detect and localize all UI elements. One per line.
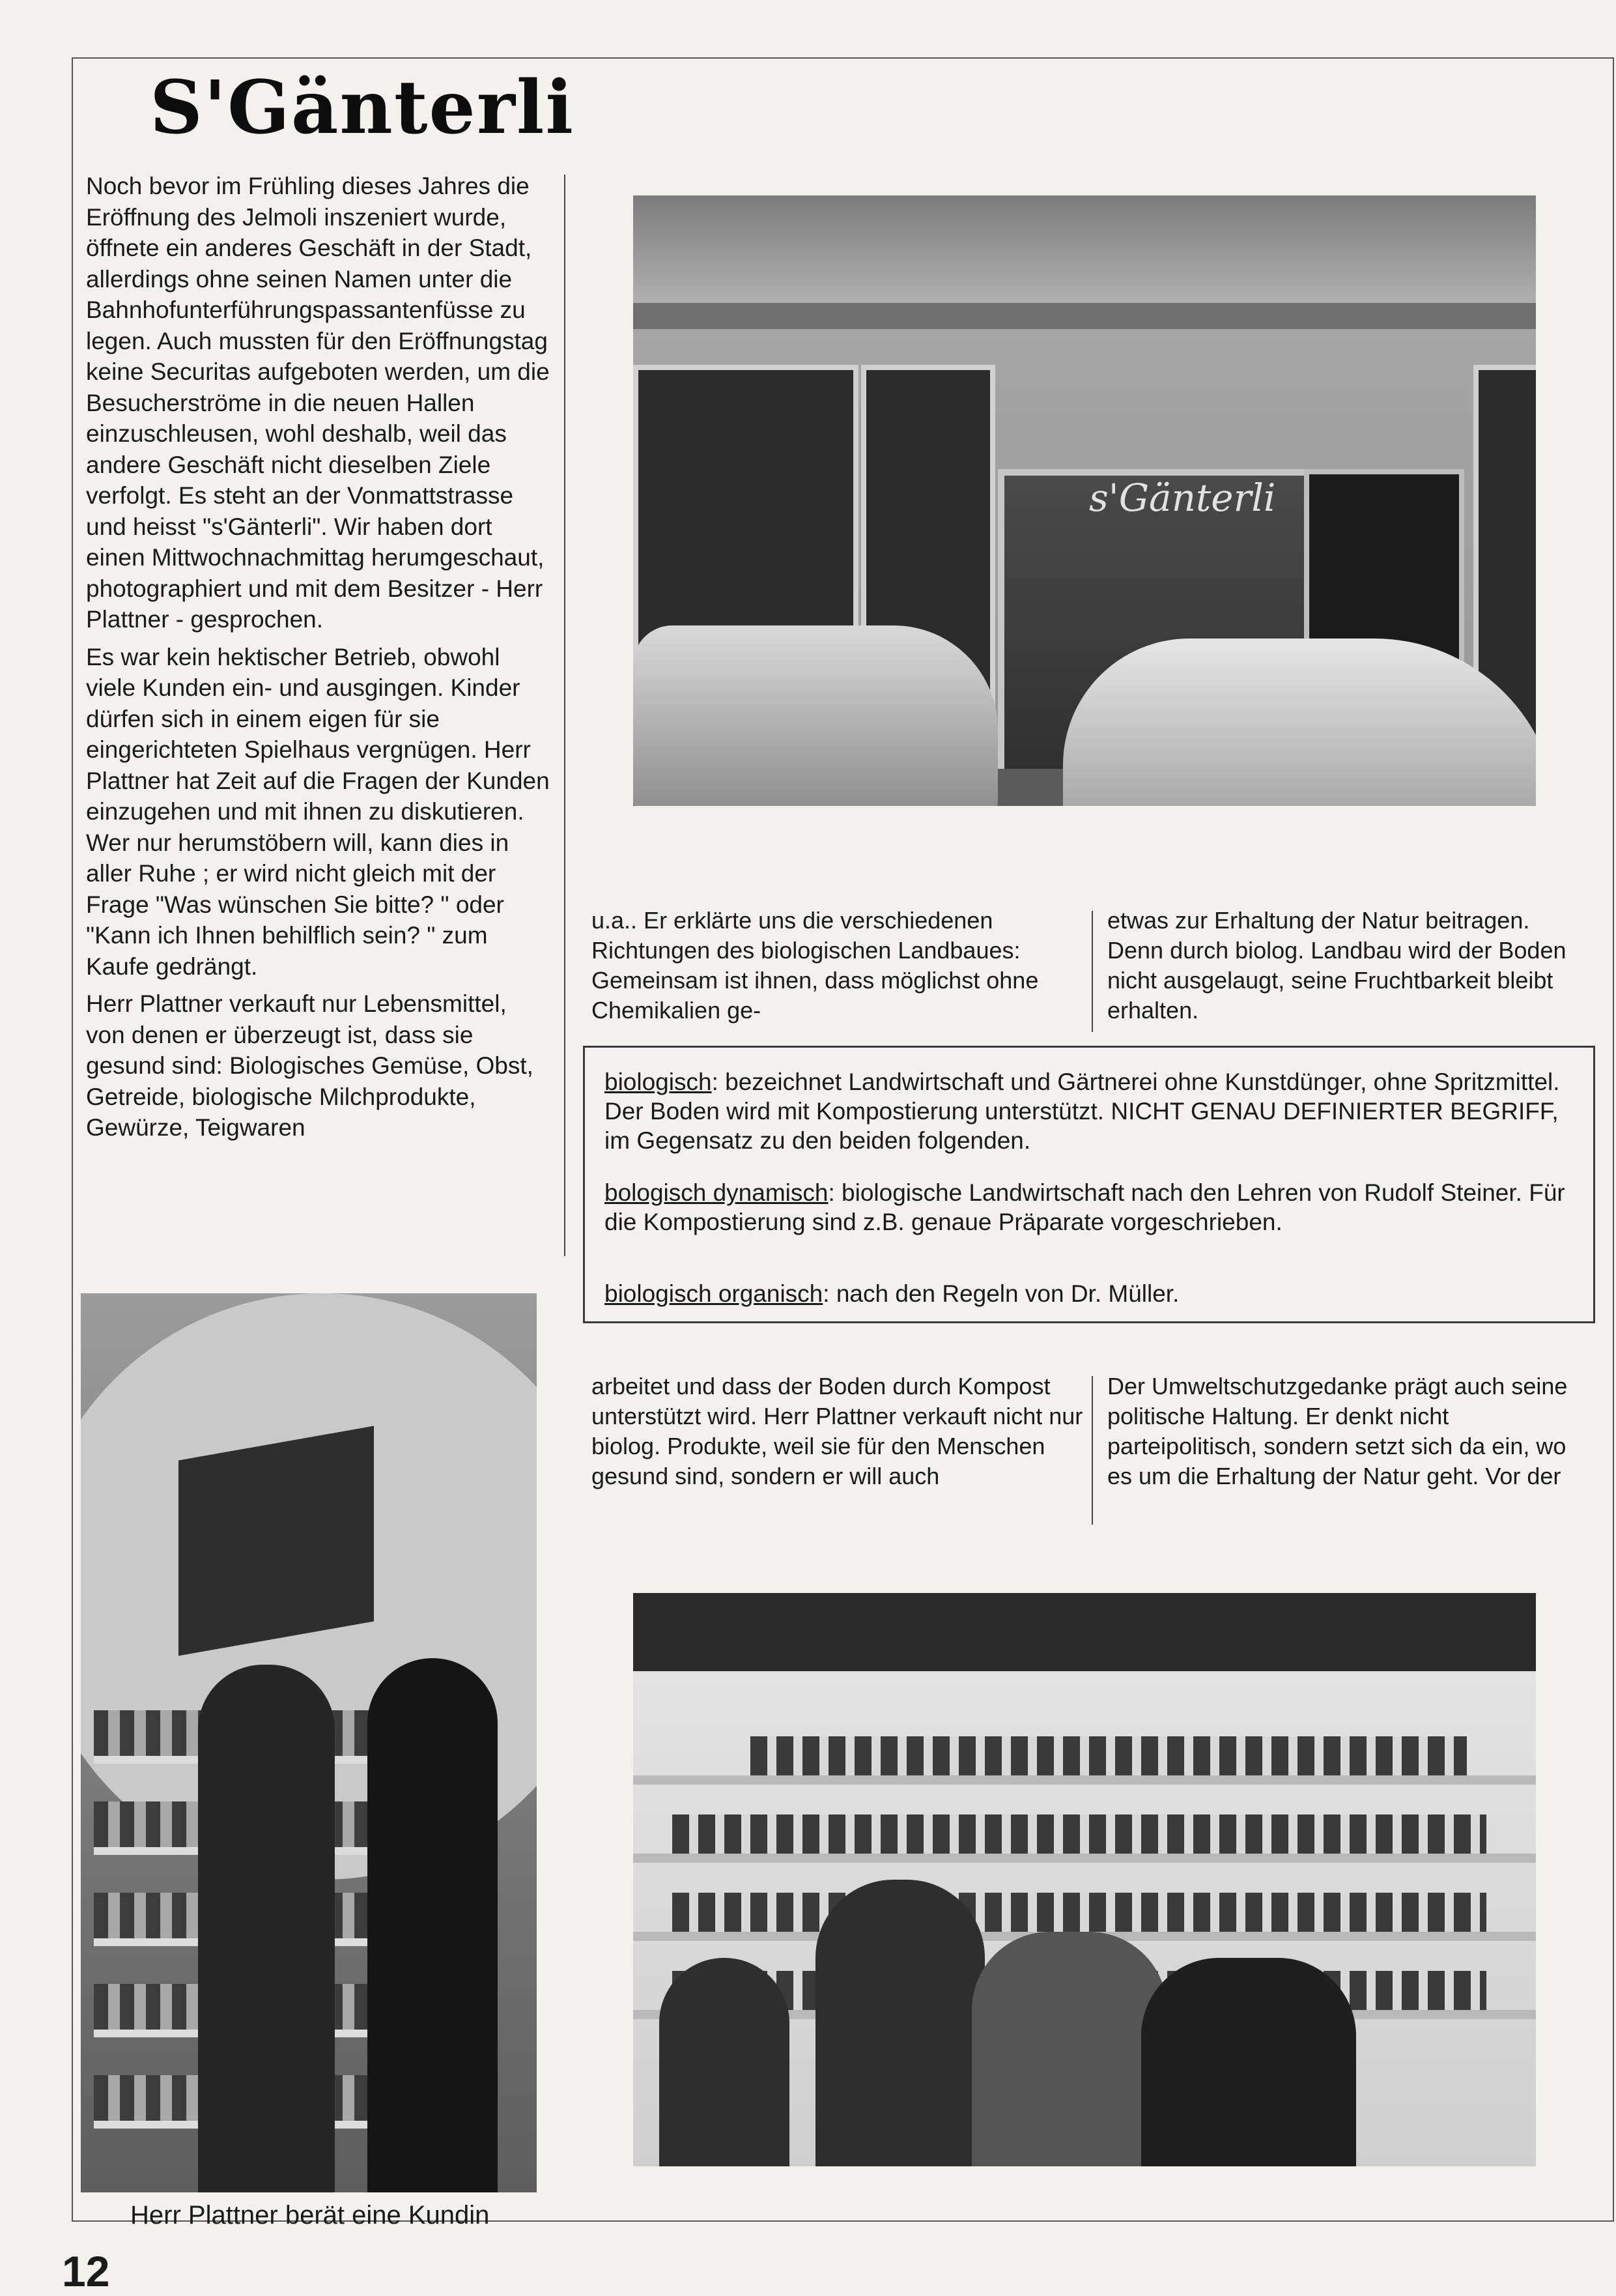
glossary-term: biologisch organisch bbox=[604, 1280, 823, 1307]
column-rule bbox=[564, 175, 565, 1256]
photo-caption: Herr Plattner berät eine Kundin bbox=[130, 2201, 490, 2230]
glossary-term: bologisch dynamisch bbox=[604, 1179, 829, 1206]
paragraph-intro: Noch bevor im Frühling dieses Jahres die Eröffnung des Jelmoli inszeniert wurde, öffnete ein anderes Geschäft in der Stadt, allerdings ohne seinen Namen unter die Bahnhofunterführungspassantenfüsse zu legen. Auch mussten für den Eröffnungstag keine Securitas aufgeboten werden, um die Besucherströme in die neuen Hallen einzuschleusen, wohl deshalb, weil das andere Geschäft nicht dieselben Ziele verfolgt. Es steht an der Vonmattstrasse und heisst "s'Gänterli". Wir haben dort einen Mittwochnachmittag herumgeschaut, photographiert und mit dem Besitzer - Herr Plattner - gesprochen. bbox=[86, 173, 550, 633]
glossary-definition: : nach den Regeln von Dr. Müller. bbox=[823, 1280, 1180, 1307]
storefront-sign: s'Gänterli bbox=[1089, 476, 1276, 520]
glossary-entry bbox=[604, 1067, 1581, 1155]
column-right-upper: etwas zur Erhaltung der Natur beitragen. Denn durch biolog. Landbau wird der Boden nicht ausgelaugt, seine Fruchtbarkeit bleibt erhalten. bbox=[1107, 907, 1566, 1024]
interior-photo-right bbox=[633, 1593, 1536, 2166]
paragraph-products: Herr Plattner verkauft nur Lebensmittel, von denen er überzeugt ist, dass sie gesund sind: Biologisches Gemüse, Obst, Getreide, biologische Milchprodukte, Gewürze, Teigwaren bbox=[86, 990, 533, 1141]
glossary-entry bbox=[604, 1178, 1581, 1237]
column-rule bbox=[1092, 911, 1093, 1032]
column-mid-lower: arbeitet und dass der Boden durch Kompost unterstützt wird. Herr Plattner verkauft nicht nur biolog. Produkte, weil sie für den Menschen gesund sind, sondern er will auch bbox=[591, 1373, 1083, 1489]
glossary-definition: : bezeichnet Landwirtschaft und Gärtnerei ohne Kunstdünger, ohne Spritzmittel. Der Boden wird mit Kompostierung unterstützt. NICHT GENAU DEFINIERTER BEGRIFF, im Gegensatz zu den beiden folgenden. bbox=[604, 1069, 1560, 1154]
column-right-lower: Der Umweltschutzgedanke prägt auch seine politische Haltung. Er denkt nicht parteipolitisch, sondern setzt sich da ein, wo es um die Erhaltung der Natur geht. Vor der bbox=[1107, 1373, 1568, 1489]
paragraph-atmosphere: Es war kein hektischer Betrieb, obwohl viele Kunden ein- und ausgingen. Kinder dürfen sich in einem eigen für sie eingerichteten Spielhaus vergnügen. Herr Plattner hat Zeit auf die Fragen der Kunden einzugehen und mit ihnen zu diskutieren. Wer nur herumstöbern will, kann dies in aller Ruhe ; er wird nicht gleich mit der Frage "Was wünschen Sie bitte? " oder "Kann ich Ihnen behilflich sein? " zum Kaufe gedrängt. bbox=[86, 643, 550, 980]
interior-photo-left bbox=[81, 1293, 537, 2192]
glossary-definition: : biologische Landwirtschaft nach den Lehren von Rudolf Steiner. Für die Kompostierung sind z.B. genaue Präparate vorgeschrieben. bbox=[604, 1179, 1565, 1235]
glossary-term: biologisch bbox=[604, 1069, 712, 1095]
storefront-photo bbox=[633, 195, 1536, 806]
page-title: S'Gänterli bbox=[150, 65, 574, 151]
column-rule bbox=[1092, 1376, 1093, 1525]
page-number: 12 bbox=[62, 2247, 110, 2295]
glossary-box bbox=[583, 1046, 1595, 1323]
column-mid-upper: u.a.. Er erklärte uns die verschiedenen Richtungen des biologischen Landbaues: Gemeinsam ist ihnen, dass möglichst ohne Chemikalien ge- bbox=[591, 907, 1039, 1024]
glossary-entry bbox=[604, 1279, 1581, 1308]
column-left bbox=[86, 171, 550, 1143]
